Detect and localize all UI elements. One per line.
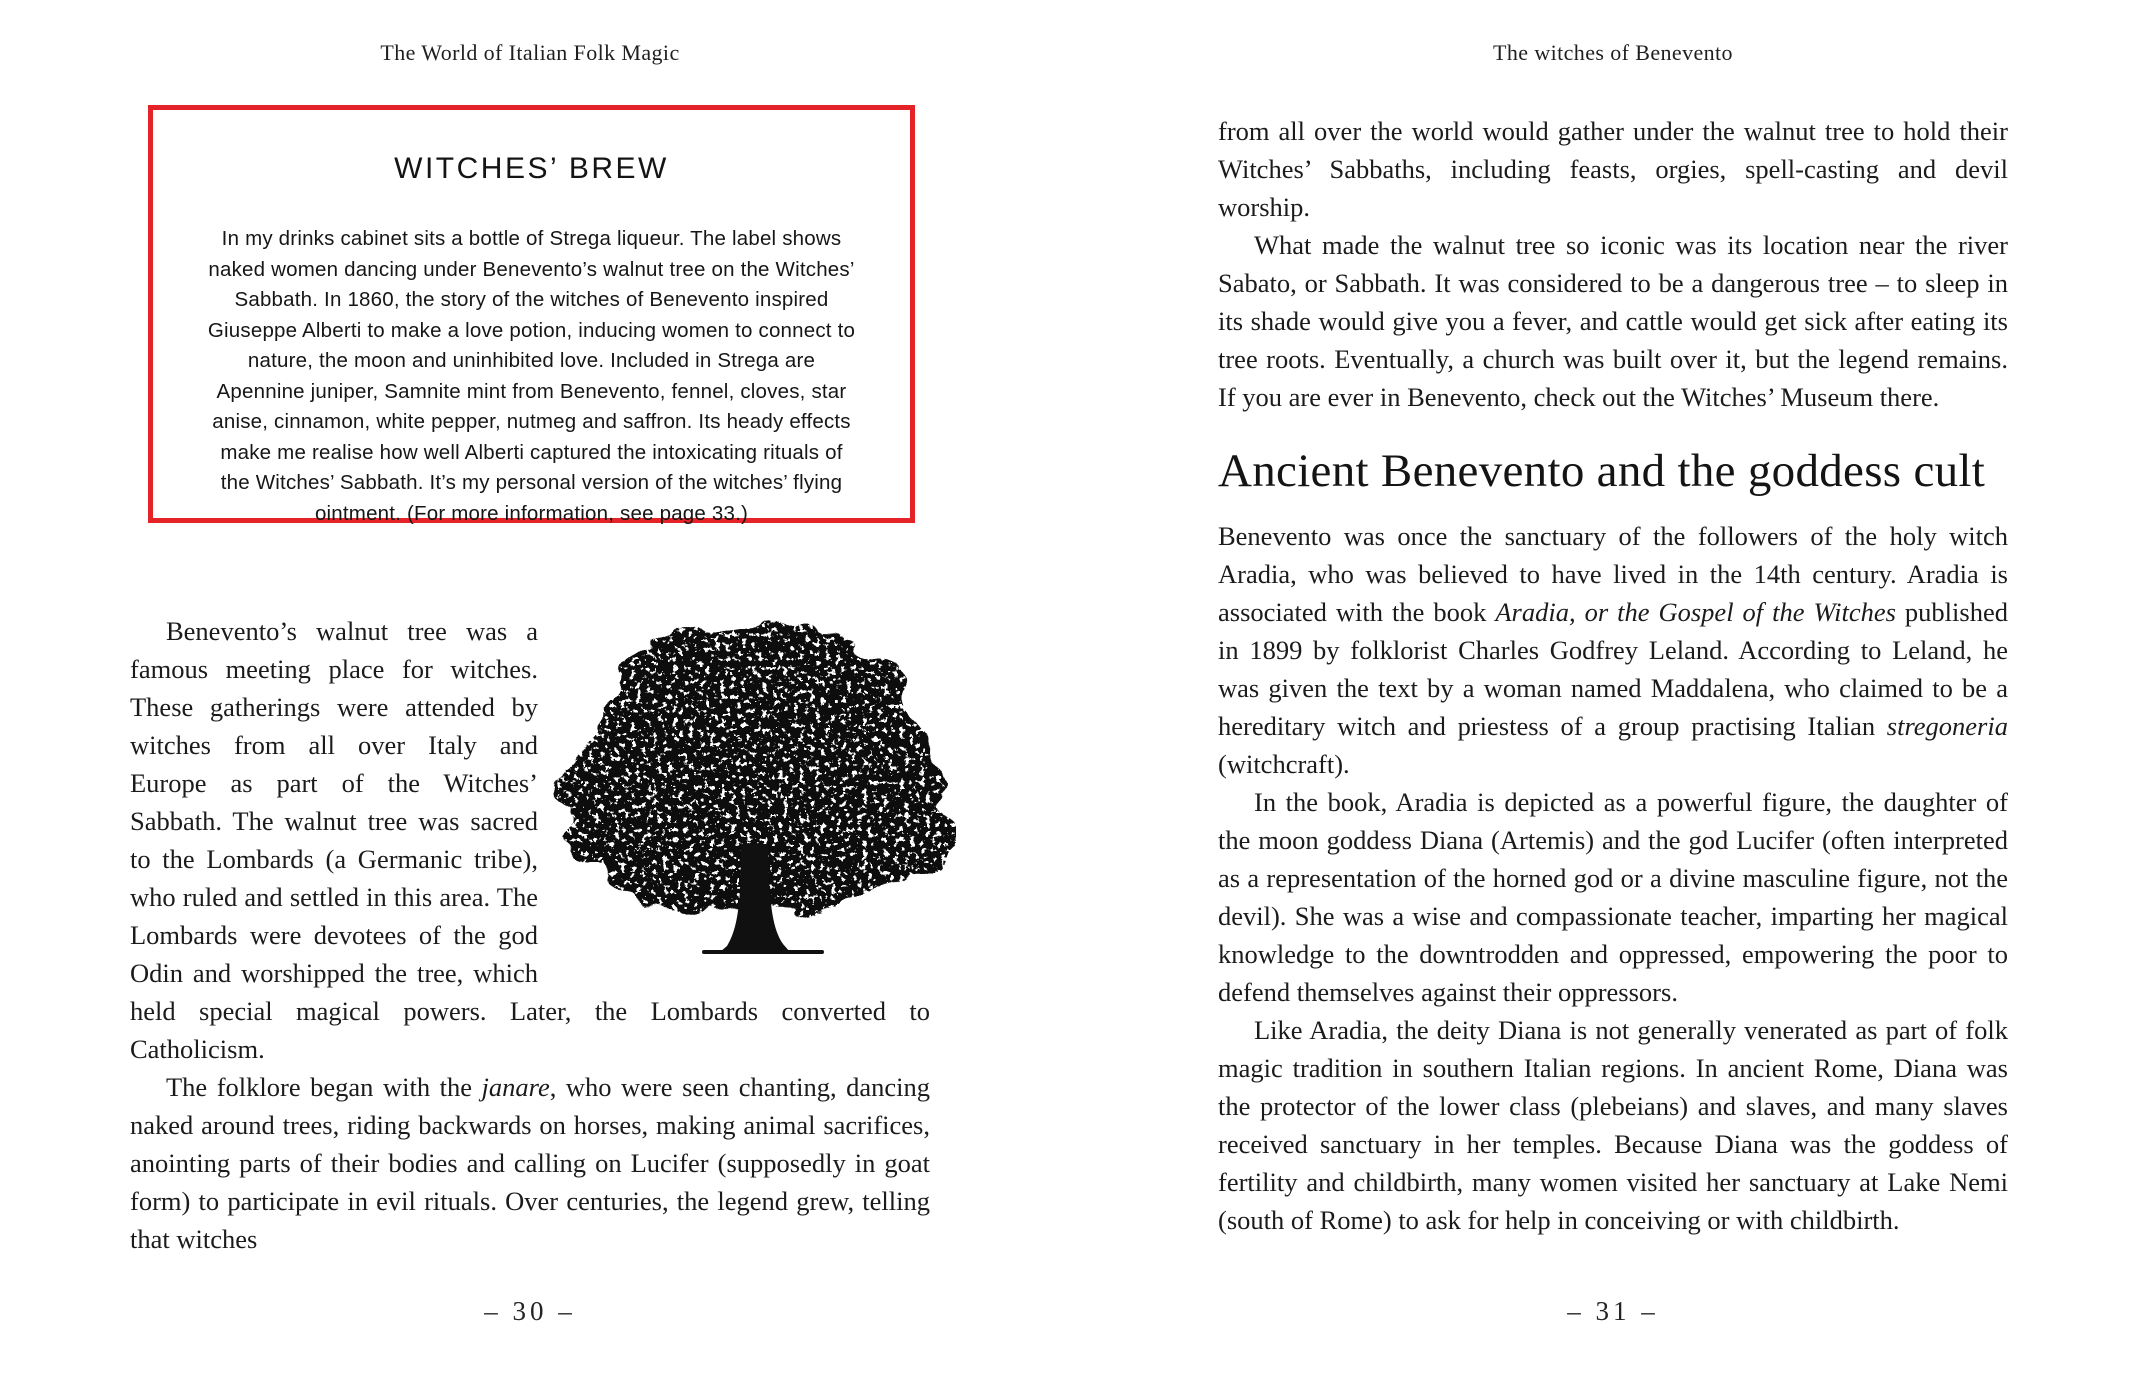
- paragraph: from all over the world would gather under the walnut tree to hold their Witches’ Sabbaths, including feasts, orgies, spell-casting and devil worship.: [1218, 116, 2008, 222]
- section-heading: Ancient Benevento and the goddess cult: [1218, 445, 1986, 497]
- left-page: [130, 0, 930, 1399]
- running-head-right: The witches of Benevento: [1493, 40, 1733, 65]
- paragraph: The folklore began with the janare, who were seen chanting, dancing naked around trees, riding backwards on horses, making animal sacrifices, anointing parts of their bodies and calling on Lucifer (supposedly in goat form) to participate in evil rituals. Over centuries, the legend grew, telling that witches: [130, 1072, 930, 1254]
- walnut-tree-illustration: [552, 614, 956, 966]
- right-page-text: [1218, 112, 2008, 1239]
- paragraph-text: Benevento’s walnut tree was a famous meeting place for witches. These gatherings were attended by witches from all over Italy and Europe as part of the Witches’ Sabbath. The walnut tree was sacred to the Lombards (a Germanic tribe), who ruled and settled in this area. The Lombards were devotees of the god Odin and worshipped the tree, which held special magical powers. Later, the Lombards converted to Catholicism.: [130, 616, 930, 1064]
- paragraph: [130, 612, 930, 1068]
- page-number-left: – 30 –: [484, 1296, 576, 1326]
- walnut-tree-figure: [552, 614, 956, 966]
- paragraph: What made the walnut tree so iconic was its location near the river Sabato, or Sabbath. It was considered to be a dangerous tree – to sleep in its shade would give you a fever, and cattle would get sick after eating its tree roots. Eventually, a church was built over it, but the legend remains. If you are ever in Benevento, check out the Witches’ Museum there.: [1218, 230, 2008, 412]
- page-number-right: – 31 –: [1567, 1296, 1659, 1326]
- paragraph: Benevento was once the sanctuary of the followers of the holy witch Aradia, who was believed to have lived in the 14th century. Aradia is associated with the book Aradia, or the Gospel of the Witches published in 1899 by folklorist Charles Godfrey Leland. According to Leland, he was given the text by a woman named Maddalena, who claimed to be a hereditary witch and priestess of a group practising Italian stregoneria (witchcraft).: [1218, 521, 2008, 779]
- running-head-left: The World of Italian Folk Magic: [380, 40, 680, 65]
- left-page-text: [130, 612, 930, 1258]
- paragraph: In the book, Aradia is depicted as a powerful figure, the daughter of the moon goddess Diana (Artemis) and the god Lucifer (often interpreted as a representation of the horned god or a divine masculine figure, not the devil). She was a wise and compassionate teacher, imparting her magical knowledge to the downtrodden and oppressed, empowering the poor to defend themselves against their oppressors.: [1218, 787, 2008, 1007]
- witches-brew-box: [148, 105, 915, 523]
- brew-box-body: In my drinks cabinet sits a bottle of Strega liqueur. The label shows naked women dancing under Benevento’s walnut tree on the Witches’ Sabbath. In 1860, the story of the witches of Benevento inspired Giuseppe Alberti to make a love potion, inducing women to connect to nature, the moon and uninhibited love. Included in Strega are Apennine juniper, Samnite mint from Benevento, fennel, cloves, star anise, cinnamon, white pepper, nutmeg and saffron. Its heady effects make me realise how well Alberti captured the intoxicating rituals of the Witches’ Sabbath. It’s my personal version of the witches’ flying ointment. (For more information, see page 33.): [207, 227, 856, 525]
- brew-box-title: WITCHES’ BREW: [394, 152, 669, 185]
- paragraph: Like Aradia, the deity Diana is not generally venerated as part of folk magic tradition in southern Italian regions. In ancient Rome, Diana was the protector of the lower class (plebeians) and slaves, and many slaves received sanctuary in her temples. Because Diana was the goddess of fertility and childbirth, many women visited her sanctuary at Lake Nemi (south of Rome) to ask for help in conceiving or with childbirth.: [1218, 1015, 2008, 1235]
- right-page: [1218, 0, 2008, 1399]
